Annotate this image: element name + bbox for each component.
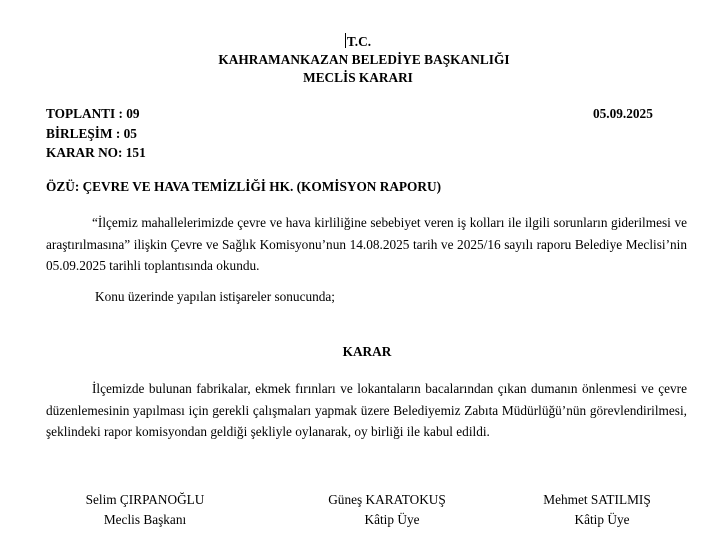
signature-block-chair (60, 490, 230, 530)
decision-paragraph: İlçemizde bulunan fabrikalar, ekmek fırınları ve lokantaların bacalarından çıkan dumanın önlenmesi ve çevre düzenlemesinin yapılması için gerekli çalışmaları yapmak üzere Belediyemiz Zabıta Müdürlüğü’nün görevlendirilmesi, şeklindeki rapor komisyondan geldiği şekliyle oylanarak, oy birliği ile kabul edildi. (46, 381, 687, 439)
signature-role: Meclis Başkanı (103, 512, 187, 527)
signature-name: Mehmet SATILMIŞ (543, 492, 651, 507)
decision-number: KARAR NO: 151 (46, 145, 146, 160)
body-paragraph-2: Konu üzerinde yapılan istişareler sonucunda; (95, 289, 336, 304)
text-cursor (345, 33, 346, 48)
signature-name: Selim ÇIRPANOĞLU (85, 492, 205, 507)
document-title: MECLİS KARARI (303, 70, 413, 85)
signature-name: Güneş KARATOKUŞ (328, 492, 446, 507)
body-paragraph-1: “İlçemiz mahallelerimizde çevre ve hava kirliliğine sebebiyet veren iş kolları ile ilgili sorunların giderilmesi ve araştırılmasına” ilişkin Çevre ve Sağlık Komisyonu’nun 14.08.2025 tarih ve 2025/16 sayılı raporu Belediye Meclisi’nin 05.09.2025 tarihli toplantısında okundu. (46, 215, 687, 273)
signature-role: Kâtip Üye (574, 512, 630, 527)
header-tc-text: T.C. (346, 34, 372, 49)
subject-line: ÖZÜ: ÇEVRE VE HAVA TEMİZLİĞİ HK. (KOMİSYON RAPORU) (46, 179, 442, 194)
header-tc (5, 33, 706, 50)
signature-block-clerk-1 (302, 490, 472, 530)
decision-heading: KARAR (342, 344, 392, 359)
signature-block-clerk-2 (512, 490, 682, 530)
session-number: BİRLEŞİM : 05 (46, 126, 137, 141)
decision-date: 05.09.2025 (593, 106, 653, 121)
institution-name: KAHRAMANKAZAN BELEDİYE BAŞKANLIĞI (218, 52, 510, 67)
meeting-number: TOPLANTI : 09 (46, 106, 140, 121)
signature-role: Kâtip Üye (364, 512, 420, 527)
